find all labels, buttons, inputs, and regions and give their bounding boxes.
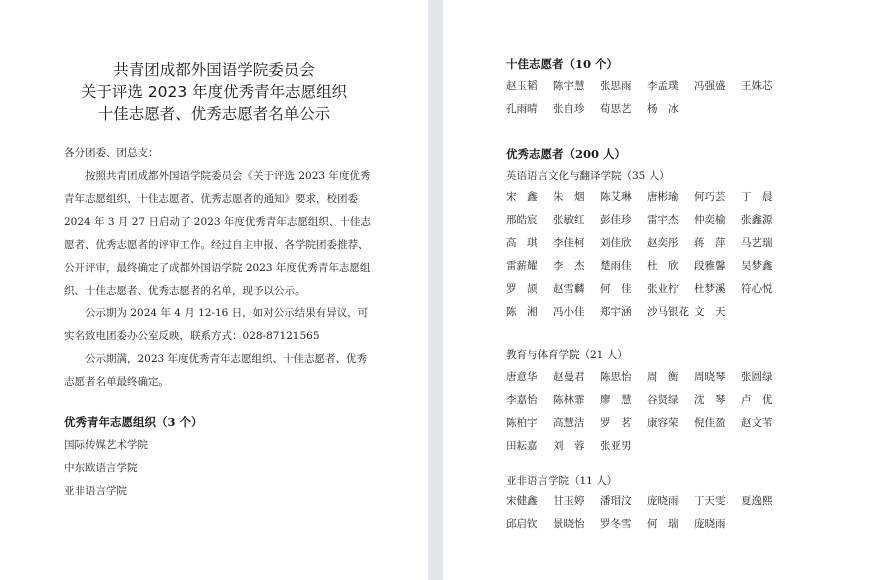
section-label-asia-africa: 亚非语言学院（11 人） — [506, 475, 618, 487]
section-label-education: 教育与体育学院（21 人） — [506, 349, 628, 361]
volunteer-name: 夏逸熙 — [741, 495, 773, 507]
volunteer-name: 赵玉韬 — [506, 80, 538, 92]
volunteer-name: 何 佳 — [600, 283, 632, 295]
greeting: 各分团委、团总支： — [64, 147, 159, 159]
volunteer-name: 卢 优 — [741, 394, 773, 406]
doc-title-line-2: 关于评选 2023 年度优秀青年志愿组织 — [80, 83, 348, 101]
volunteer-name: 张业柠 — [647, 283, 679, 295]
volunteer-name: 丁 晨 — [741, 191, 773, 203]
volunteer-name: 张思雨 — [600, 80, 632, 92]
volunteer-name: 彭佳珍 — [600, 214, 632, 226]
volunteer-name: 杜梦溪 — [694, 283, 726, 295]
volunteer-name: 李佳柯 — [553, 237, 585, 249]
volunteer-name: 荀思艺 — [600, 103, 632, 115]
volunteer-name: 庞晓雨 — [694, 518, 726, 530]
volunteer-name: 景晓怡 — [553, 518, 585, 530]
volunteer-name: 沙马银花 — [647, 306, 689, 318]
volunteer-name: 张圆绿 — [741, 371, 773, 383]
volunteer-name: 周 衡 — [647, 371, 679, 383]
volunteer-name: 罗冬雪 — [600, 518, 632, 530]
volunteer-name: 李 杰 — [553, 260, 585, 272]
volunteer-name: 陈思怡 — [600, 371, 632, 383]
volunteer-name: 陈林霏 — [553, 394, 585, 406]
volunteer-name: 刘佳欣 — [600, 237, 632, 249]
body-paragraph-3: 公示期满，2023 年度优秀青年志愿组织、十佳志愿者、优秀志愿者名单最终确定。 — [64, 353, 368, 388]
volunteer-name: 刘 蓉 — [553, 440, 585, 452]
volunteer-name: 何巧芸 — [694, 191, 726, 203]
doc-title-line-3: 十佳志愿者、优秀志愿者名单公示 — [97, 105, 331, 123]
volunteer-name: 楚雨佳 — [600, 260, 632, 272]
org-item-2: 中东欧语言学院 — [64, 462, 138, 474]
volunteer-name: 蒋 萍 — [694, 237, 726, 249]
volunteer-name: 田耘嘉 — [506, 440, 538, 452]
volunteer-name: 张自珍 — [553, 103, 585, 115]
org-item-1: 国际传媒艺术学院 — [64, 439, 148, 451]
volunteer-name: 唐彬瑜 — [647, 191, 679, 203]
volunteer-name: 文 天 — [694, 306, 726, 318]
volunteer-name: 吴梦鑫 — [741, 260, 773, 272]
volunteer-name: 宋 鑫 — [506, 191, 538, 203]
volunteer-name: 李嘉怡 — [506, 394, 538, 406]
volunteer-name: 仲奕榆 — [694, 214, 726, 226]
body-paragraph-1: 按照共青团成都外国语学院委员会《关于评选 2023 年度优秀青年志愿组织、十佳志愿者、优秀志愿者的通知》要求，校团委 2024 年 3 月 27 日启动了 2023 年度优秀青年志愿组织、十佳志愿者、优秀志愿者的评审工作。经过自主申报、各学院团委推荐、公开评审，最终确定了成都外国语学院 2023 年度优秀青年志愿组织、十佳志愿者、优秀志愿者的名单，现予以公示。 — [64, 170, 371, 297]
volunteer-name: 冯小佳 — [553, 306, 585, 318]
volunteer-name: 唐意华 — [506, 371, 538, 383]
document-page-left — [0, 0, 428, 580]
volunteer-name: 赵奕彤 — [647, 237, 679, 249]
section-label-english: 英语语言文化与翻译学院（35 人） — [506, 170, 670, 182]
volunteer-name: 杜 欣 — [647, 260, 679, 272]
section-names-english — [506, 186, 796, 324]
volunteer-name: 陈柏宇 — [506, 417, 538, 429]
volunteer-name: 罗 茗 — [600, 417, 632, 429]
volunteer-name: 丁天雯 — [694, 495, 726, 507]
top10-heading: 十佳志愿者（10 个） — [506, 57, 619, 71]
section-names-asia-africa — [506, 490, 796, 536]
volunteer-name: 邢皓宸 — [506, 214, 538, 226]
volunteer-name: 赵雪麟 — [553, 283, 585, 295]
volunteer-name: 雷薪耀 — [506, 260, 538, 272]
volunteer-name: 冯强盛 — [694, 80, 726, 92]
volunteer-name: 廖 慧 — [600, 394, 632, 406]
volunteer-name: 谷贤绿 — [647, 394, 679, 406]
volunteer-name: 周晓琴 — [694, 371, 726, 383]
volunteer-name: 雷宇杰 — [647, 214, 679, 226]
volunteer-name: 符心悦 — [741, 283, 773, 295]
volunteer-name: 张敏红 — [553, 214, 585, 226]
volunteer-name: 马艺瑞 — [741, 237, 773, 249]
doc-title-line-1: 共青团成都外国语学院委员会 — [113, 61, 315, 79]
volunteer-name: 陈 湘 — [506, 306, 538, 318]
excellent-heading: 优秀志愿者（200 人） — [506, 147, 627, 161]
page-gap — [428, 0, 443, 580]
volunteer-name: 高慧洁 — [553, 417, 585, 429]
volunteer-name: 邱启钦 — [506, 518, 538, 530]
volunteer-name: 段雅馨 — [694, 260, 726, 272]
volunteer-name: 李孟璞 — [647, 80, 679, 92]
org-item-3: 亚非语言学院 — [64, 485, 127, 497]
volunteer-name: 赵文苇 — [741, 417, 773, 429]
section-names-education — [506, 366, 796, 458]
volunteer-name: 张亚男 — [600, 440, 632, 452]
volunteer-name: 赵曼君 — [553, 371, 585, 383]
volunteer-name: 康容荣 — [647, 417, 679, 429]
volunteer-name: 陈宇慧 — [553, 80, 585, 92]
volunteer-name: 沈 琴 — [694, 394, 726, 406]
volunteer-name: 潘瑁汶 — [600, 495, 632, 507]
volunteer-name: 高 琪 — [506, 237, 538, 249]
volunteer-name: 宋健鑫 — [506, 495, 538, 507]
volunteer-name: 孔雨晴 — [506, 103, 538, 115]
volunteer-name: 张鑫源 — [741, 214, 773, 226]
volunteer-name: 朱 烟 — [553, 191, 585, 203]
top10-names — [506, 75, 796, 121]
volunteer-name: 陈艾琳 — [600, 191, 632, 203]
volunteer-name: 罗 颉 — [506, 283, 538, 295]
volunteer-name: 倪佳盈 — [694, 417, 726, 429]
volunteer-name: 王姝芯 — [741, 80, 773, 92]
volunteer-name: 甘玉婷 — [553, 495, 585, 507]
volunteer-name: 庞晓雨 — [647, 495, 679, 507]
body-paragraph-2: 公示期为 2024 年 4 月 12-16 日，如对公示结果有异议，可实名致电团委办公室反映，联系方式：028-87121565 — [64, 307, 369, 342]
org-heading: 优秀青年志愿组织（3 个） — [64, 415, 203, 429]
volunteer-name: 杨 冰 — [647, 103, 679, 115]
volunteer-name: 何 瑞 — [647, 518, 679, 530]
volunteer-name: 郑宇涵 — [600, 306, 632, 318]
